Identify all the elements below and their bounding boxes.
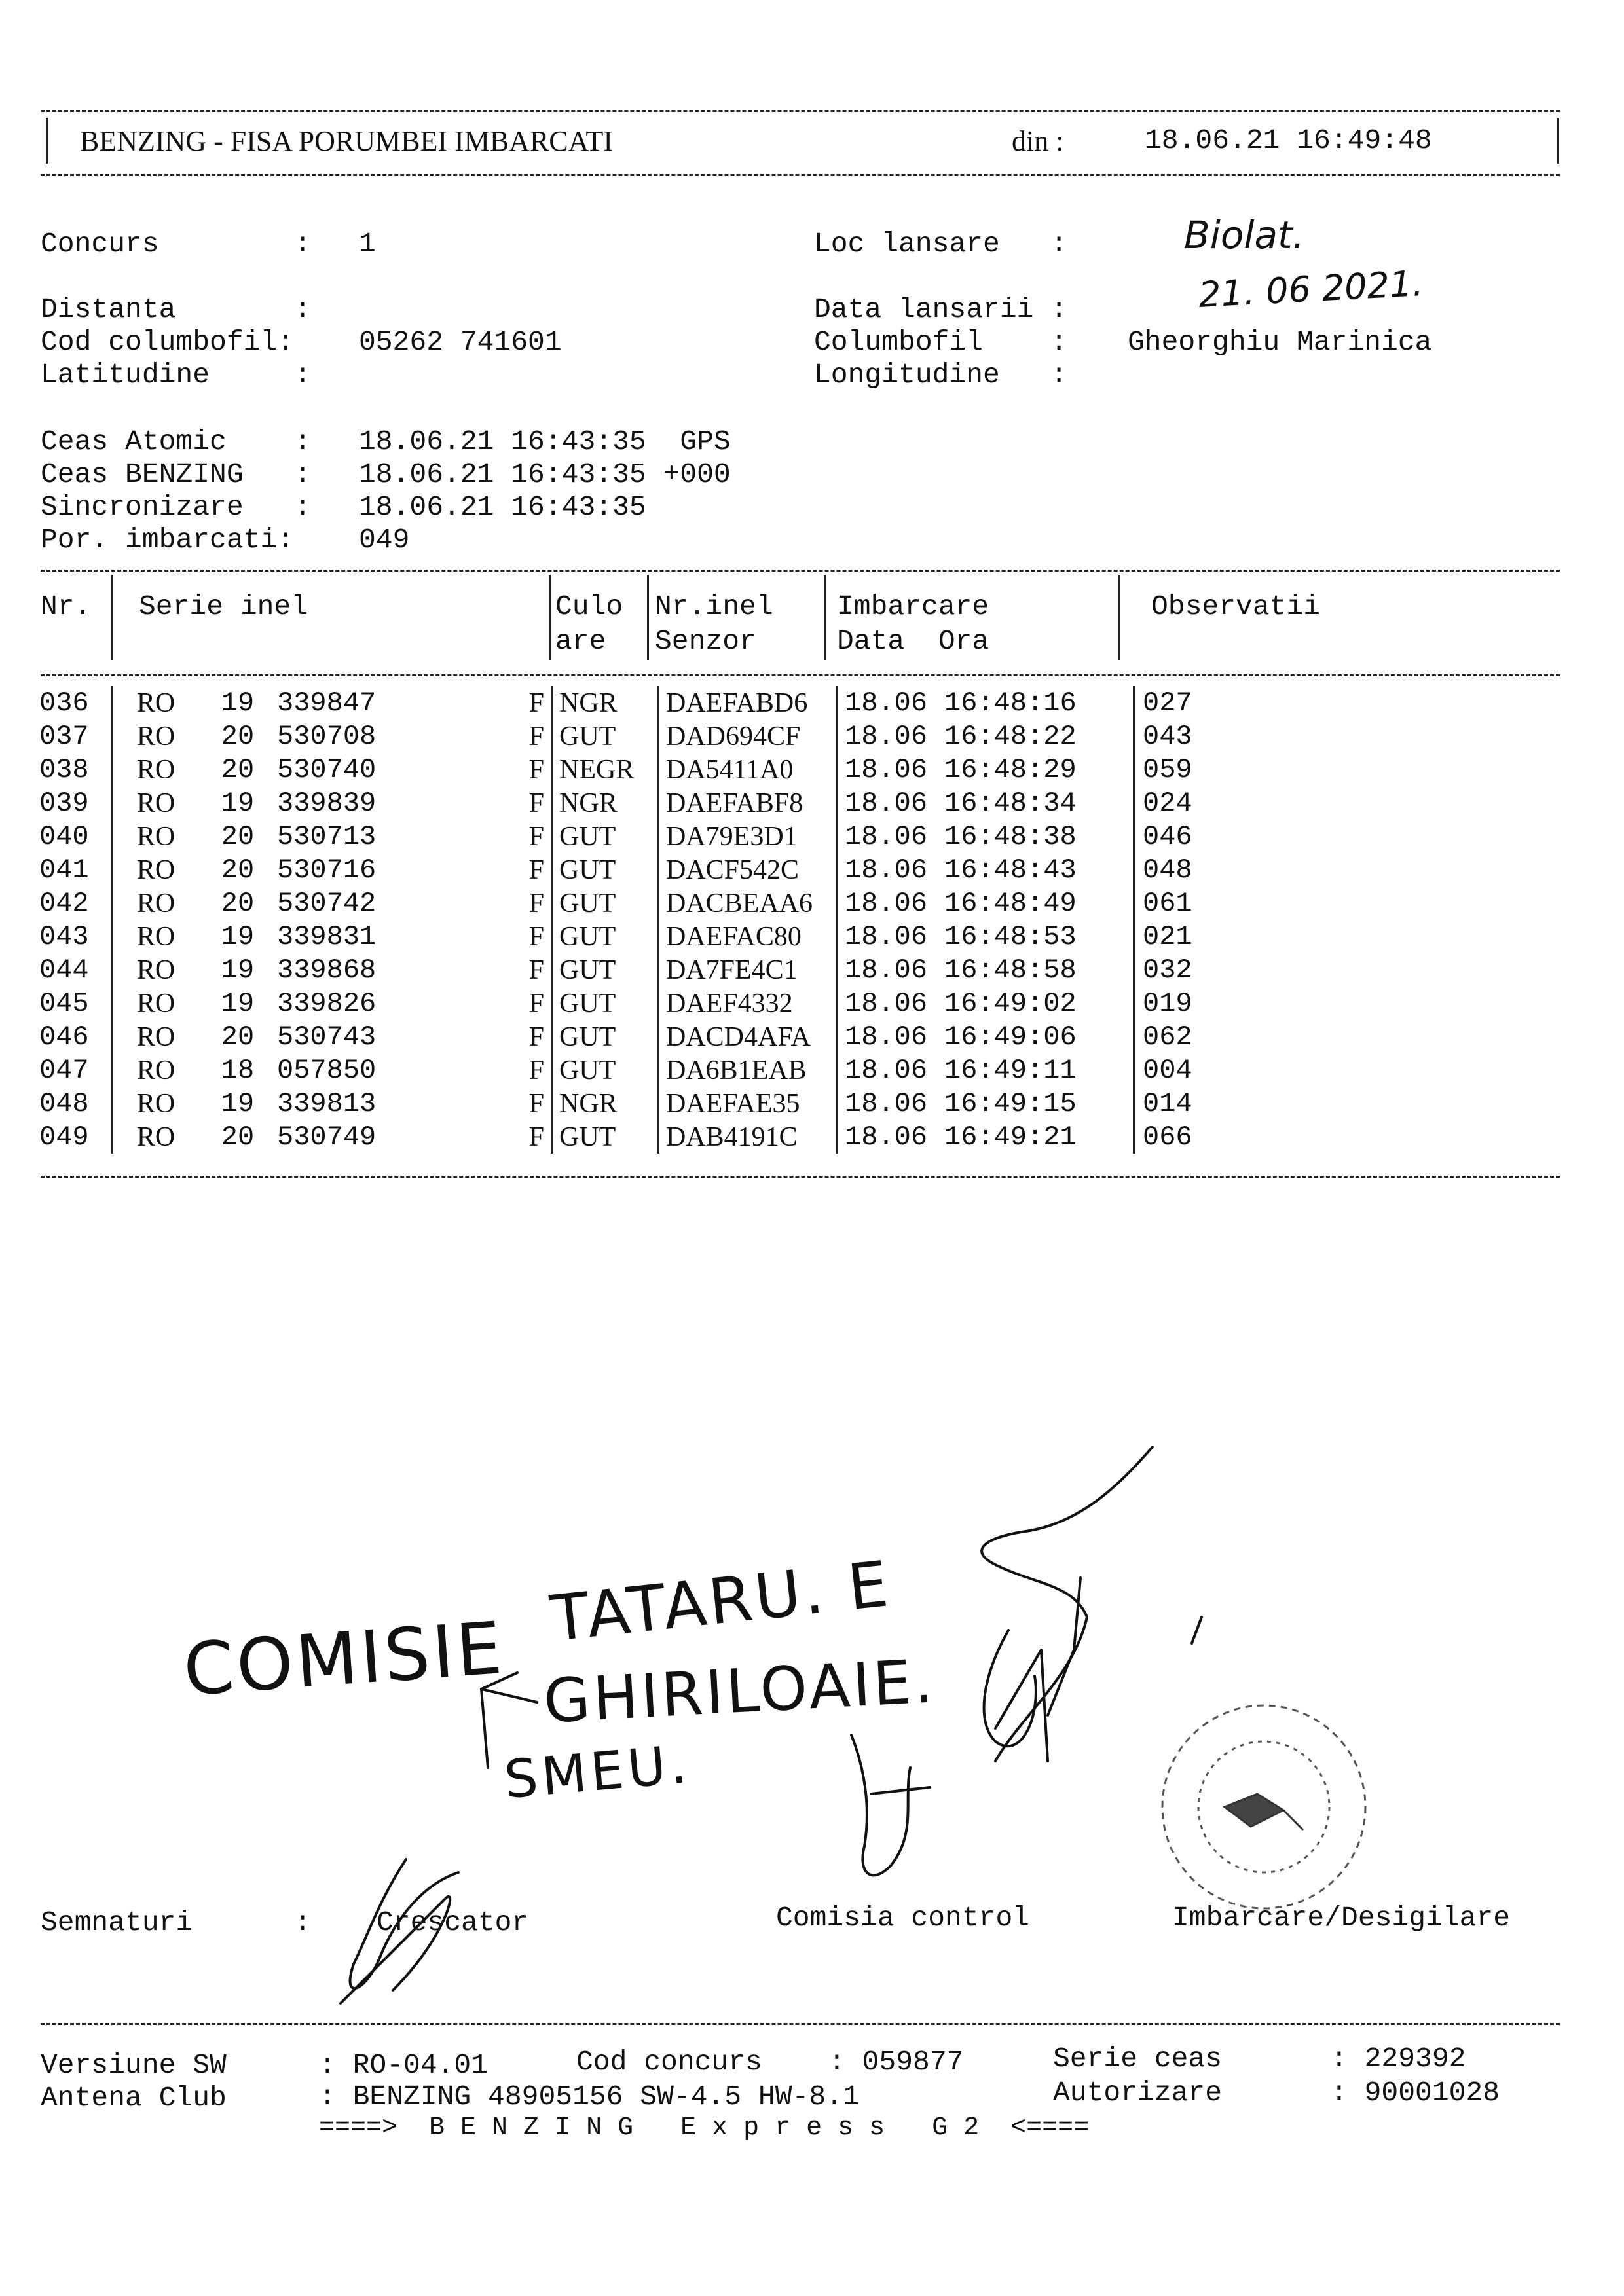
document-title: BENZING - FISA PORUMBEI IMBARCATI <box>80 125 614 157</box>
cell-observatii: 048 <box>1143 854 1192 886</box>
cell-country: RO <box>136 687 175 718</box>
cell-sensor: DAEFABD6 <box>659 686 838 720</box>
cell-sex: F <box>447 686 552 720</box>
cell-boarding-date: 18.06 <box>845 1087 928 1120</box>
cell-boarding-date: 18.06 <box>845 1054 928 1086</box>
col-header-nr: Nr. <box>41 591 92 623</box>
cell-nr: 040 <box>39 820 113 853</box>
cell-boarding-date: 18.06 <box>845 787 928 819</box>
cell-ring: 530713 <box>277 820 377 852</box>
serie-ceas-label: Serie ceas <box>1053 2043 1223 2075</box>
cell-country: RO <box>136 955 175 985</box>
cell-boarding-time: 16:49:06 <box>944 1021 1077 1053</box>
flourish-stroke <box>982 1447 1153 1761</box>
cell-year: 18 <box>221 1054 255 1086</box>
signature-commission-1 <box>984 1630 1036 1746</box>
cell-boarding-date: 18.06 <box>845 754 928 786</box>
cell-boarding-date: 18.06 <box>845 854 928 886</box>
cell-country: RO <box>136 988 175 1019</box>
cell-sensor: DACD4AFA <box>659 1020 838 1053</box>
cell-sensor: DA7FE4C1 <box>659 953 838 987</box>
cell-year: 19 <box>221 920 255 953</box>
col-header-observatii: Observatii <box>1151 591 1321 623</box>
cell-boarding-date: 18.06 <box>845 820 928 852</box>
cell-year: 19 <box>221 1087 255 1120</box>
cell-country: RO <box>136 1088 175 1119</box>
cell-nr: 043 <box>39 920 113 953</box>
data-lansarii-handwritten: 21. 06 2021. <box>1197 263 1424 316</box>
cell-observatii: 032 <box>1143 954 1192 986</box>
cell-country: RO <box>136 1121 175 1152</box>
cell-observatii: 004 <box>1143 1054 1192 1086</box>
cell-sex: F <box>447 920 552 953</box>
cell-color: NEGR <box>552 753 659 786</box>
cell-ring: 339826 <box>277 987 377 1019</box>
cell-observatii: 062 <box>1143 1021 1192 1053</box>
cell-boarding-time: 16:48:58 <box>944 954 1077 986</box>
cod-columbofil-label: Cod columbofil: <box>41 326 295 358</box>
cell-year: 20 <box>221 887 255 919</box>
cell-color: GUT <box>552 953 659 987</box>
cell-ring: 530740 <box>277 754 377 786</box>
cell-boarding-time: 16:48:43 <box>944 854 1077 886</box>
cell-sensor: DAB4191C <box>659 1120 838 1154</box>
col-header-culoare-2: are <box>555 625 606 657</box>
imbarcare-desigilare-label: Imbarcare/Desigilare <box>1172 1902 1511 1934</box>
din-value: 18.06.21 16:49:48 <box>1145 124 1432 156</box>
cell-color: GUT <box>552 987 659 1020</box>
cell-nr: 039 <box>39 786 113 820</box>
cell-boarding-time: 16:48:53 <box>944 920 1077 953</box>
signature-commission-2 <box>851 1735 910 1875</box>
ceas-atomic-label: Ceas Atomic : <box>41 426 311 458</box>
cell-boarding-date: 18.06 <box>845 987 928 1019</box>
cell-boarding-time: 16:48:38 <box>944 820 1077 852</box>
cell-sensor: DACF542C <box>659 853 838 886</box>
cell-nr: 047 <box>39 1053 113 1087</box>
stamp-seal <box>1162 1705 1365 1908</box>
versiune-sw-label: Versiune SW <box>41 2049 227 2081</box>
cod-concurs-label: Cod concurs <box>576 2046 762 2078</box>
cell-sensor: DAEFABF8 <box>659 786 838 820</box>
cell-color: GUT <box>552 920 659 953</box>
longitudine-label: Longitudine : <box>814 359 1068 391</box>
col-header-nrinel-1: Nr.inel <box>655 591 773 623</box>
cell-ring: 339813 <box>277 1087 377 1120</box>
versiune-sw-value: : RO-04.01 <box>319 2049 489 2081</box>
handwritten-comisie: COMISIE <box>181 1606 507 1712</box>
cell-observatii: 027 <box>1143 687 1192 719</box>
cell-boarding-time: 16:48:16 <box>944 687 1077 719</box>
semnaturi-label: Semnaturi : <box>41 1906 311 1939</box>
cell-observatii: 021 <box>1143 920 1192 953</box>
cell-sensor: DA6B1EAB <box>659 1053 838 1087</box>
cell-year: 20 <box>221 754 255 786</box>
sincronizare-value: 18.06.21 16:43:35 <box>359 491 646 523</box>
cell-boarding-time: 16:48:29 <box>944 754 1077 786</box>
cell-observatii: 046 <box>1143 820 1192 852</box>
cell-nr: 042 <box>39 886 113 920</box>
cell-ring: 339868 <box>277 954 377 986</box>
cell-boarding-time: 16:49:02 <box>944 987 1077 1019</box>
cell-sex: F <box>447 720 552 753</box>
cell-sex: F <box>447 1020 552 1053</box>
cell-country: RO <box>136 921 175 952</box>
cell-color: NGR <box>552 786 659 820</box>
cell-nr: 045 <box>39 987 113 1020</box>
col-header-imbarcare-1: Imbarcare <box>837 591 989 623</box>
autorizare-label: Autorizare <box>1053 2077 1223 2109</box>
cell-country: RO <box>136 788 175 818</box>
cell-year: 20 <box>221 1021 255 1053</box>
cell-color: GUT <box>552 1020 659 1053</box>
cod-columbofil-value: 05262 741601 <box>359 326 562 358</box>
col-header-imbarcare-2: Data Ora <box>837 625 989 657</box>
cell-sensor: DACBEAA6 <box>659 886 838 920</box>
cell-ring: 530743 <box>277 1021 377 1053</box>
latitudine-label: Latitudine : <box>41 359 311 391</box>
cell-ring: 339847 <box>277 687 377 719</box>
cell-sensor: DA5411A0 <box>659 753 838 786</box>
cell-boarding-time: 16:49:15 <box>944 1087 1077 1120</box>
handwritten-tataru: TATARU. E <box>547 1547 895 1656</box>
cell-color: GUT <box>552 886 659 920</box>
handwritten-smeu: SMEU. <box>502 1733 693 1811</box>
cell-boarding-date: 18.06 <box>845 720 928 752</box>
cell-year: 20 <box>221 1121 255 1153</box>
cell-nr: 036 <box>39 686 113 720</box>
benzing-express-banner: ====> B E N Z I N G E x p r e s s G 2 <==== <box>319 2113 1090 2143</box>
cell-ring: 339831 <box>277 920 377 953</box>
ceas-atomic-value: 18.06.21 16:43:35 GPS <box>359 426 731 458</box>
concurs-label: Concurs : <box>41 228 311 260</box>
cell-ring: 530716 <box>277 854 377 886</box>
cell-ring: 530742 <box>277 887 377 919</box>
cod-concurs-value: : 059877 <box>828 2046 964 2078</box>
col-header-nrinel-2: Senzor <box>655 625 756 657</box>
cell-ring: 530708 <box>277 720 377 752</box>
cell-country: RO <box>136 1021 175 1052</box>
cell-sex: F <box>447 953 552 987</box>
ceas-benzing-label: Ceas BENZING : <box>41 458 311 490</box>
cell-observatii: 014 <box>1143 1087 1192 1120</box>
comisia-control-label: Comisia control <box>776 1902 1030 1934</box>
cell-year: 19 <box>221 687 255 719</box>
columbofil-label: Columbofil : <box>814 326 1068 358</box>
cell-sex: F <box>447 1087 552 1120</box>
loc-lansare-label: Loc lansare : <box>814 228 1068 260</box>
cell-boarding-time: 16:48:49 <box>944 887 1077 919</box>
cell-boarding-date: 18.06 <box>845 1021 928 1053</box>
cell-country: RO <box>136 821 175 852</box>
cell-sensor: DA79E3D1 <box>659 820 838 853</box>
cell-observatii: 059 <box>1143 754 1192 786</box>
serie-ceas-value: : 229392 <box>1331 2043 1466 2075</box>
por-imbarcati-label: Por. imbarcati: <box>41 524 295 556</box>
cell-sex: F <box>447 1053 552 1087</box>
cell-country: RO <box>136 754 175 785</box>
cell-color: GUT <box>552 820 659 853</box>
cell-country: RO <box>136 854 175 885</box>
cell-observatii: 024 <box>1143 787 1192 819</box>
cell-sex: F <box>447 786 552 820</box>
handwritten-ghiriloaie: GHIRILOAIE. <box>542 1646 938 1737</box>
cell-observatii: 019 <box>1143 987 1192 1019</box>
cell-sex: F <box>447 820 552 853</box>
cell-nr: 046 <box>39 1020 113 1053</box>
autorizare-value: : 90001028 <box>1331 2077 1500 2109</box>
cell-observatii: 043 <box>1143 720 1192 752</box>
cell-sensor: DAEFAC80 <box>659 920 838 953</box>
cell-boarding-time: 16:49:21 <box>944 1121 1077 1153</box>
cell-color: NGR <box>552 686 659 720</box>
crescator-label: Crescator <box>377 1906 529 1939</box>
ceas-benzing-value: 18.06.21 16:43:35 +000 <box>359 458 731 490</box>
cell-ring: 530749 <box>277 1121 377 1153</box>
bracket-stroke <box>481 1673 537 1702</box>
cell-country: RO <box>136 888 175 919</box>
cell-boarding-time: 16:48:34 <box>944 787 1077 819</box>
cell-ring: 057850 <box>277 1054 377 1086</box>
concurs-value: 1 <box>359 228 376 260</box>
cell-ring: 339839 <box>277 787 377 819</box>
cell-boarding-date: 18.06 <box>845 954 928 986</box>
col-header-serie: Serie inel <box>139 591 308 623</box>
cell-nr: 044 <box>39 953 113 987</box>
cell-nr: 048 <box>39 1087 113 1120</box>
cell-year: 20 <box>221 820 255 852</box>
sincronizare-label: Sincronizare : <box>41 491 311 523</box>
cell-sex: F <box>447 753 552 786</box>
cell-boarding-date: 18.06 <box>845 687 928 719</box>
cell-sex: F <box>447 853 552 886</box>
cell-color: GUT <box>552 1053 659 1087</box>
distanta-label: Distanta : <box>41 293 311 325</box>
cell-nr: 038 <box>39 753 113 786</box>
footer-rule <box>41 2023 1560 2025</box>
antena-club-value: : BENZING 48905156 SW-4.5 HW-8.1 <box>319 2081 860 2113</box>
cell-year: 20 <box>221 854 255 886</box>
cell-nr: 041 <box>39 853 113 886</box>
cell-color: GUT <box>552 1120 659 1154</box>
din-label: din : <box>1012 125 1064 157</box>
cell-sensor: DAEF4332 <box>659 987 838 1020</box>
data-lansarii-label: Data lansarii : <box>814 293 1068 325</box>
columbofil-value: Gheorghiu Marinica <box>1128 326 1432 358</box>
cell-sensor: DAEFAE35 <box>659 1087 838 1120</box>
cell-sex: F <box>447 886 552 920</box>
cell-sex: F <box>447 1120 552 1154</box>
cell-sex: F <box>447 987 552 1020</box>
loc-lansare-handwritten: Biolat. <box>1184 213 1305 257</box>
cell-color: NGR <box>552 1087 659 1120</box>
cell-nr: 049 <box>39 1120 113 1154</box>
cell-sensor: DAD694CF <box>659 720 838 753</box>
por-imbarcati-value: 049 <box>359 524 410 556</box>
cell-nr: 037 <box>39 720 113 753</box>
cell-year: 19 <box>221 954 255 986</box>
cell-observatii: 061 <box>1143 887 1192 919</box>
cell-color: GUT <box>552 853 659 886</box>
cell-year: 19 <box>221 987 255 1019</box>
cell-boarding-date: 18.06 <box>845 920 928 953</box>
cell-year: 20 <box>221 720 255 752</box>
cell-boarding-time: 16:48:22 <box>944 720 1077 752</box>
cell-country: RO <box>136 1055 175 1085</box>
col-header-culoare-1: Culo <box>555 591 623 623</box>
cell-color: GUT <box>552 720 659 753</box>
antena-club-label: Antena Club <box>41 2082 227 2114</box>
cell-observatii: 066 <box>1143 1121 1192 1153</box>
cell-boarding-date: 18.06 <box>845 1121 928 1153</box>
cell-year: 19 <box>221 787 255 819</box>
cell-boarding-date: 18.06 <box>845 887 928 919</box>
cell-country: RO <box>136 721 175 752</box>
cell-boarding-time: 16:49:11 <box>944 1054 1077 1086</box>
